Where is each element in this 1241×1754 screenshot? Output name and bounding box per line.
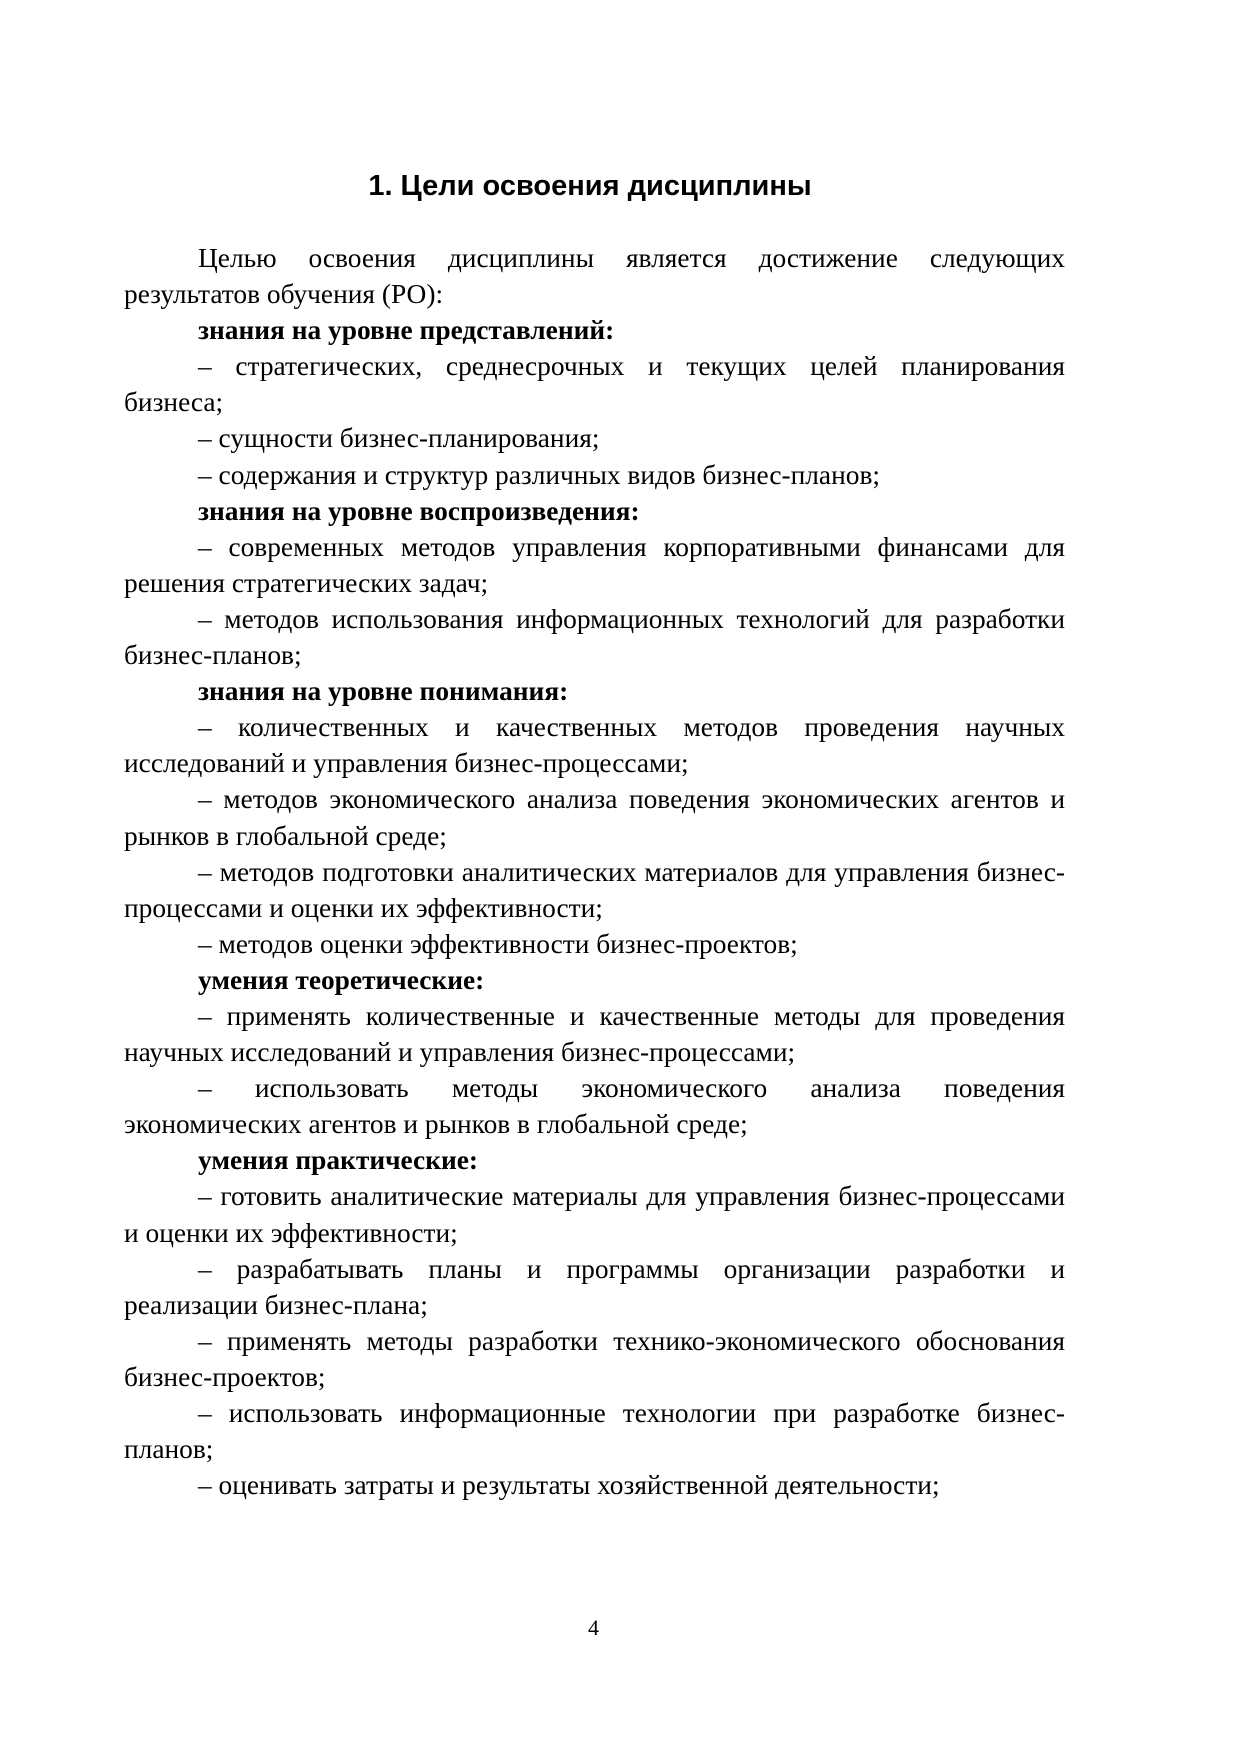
subheading-skills-practical: умения практические: xyxy=(198,1145,479,1176)
list-item: – методов использования информационных технологий для разработки бизнес-планов; xyxy=(124,603,1065,671)
subheading-skills-theoretical: умения теоретические: xyxy=(198,964,485,995)
list-item: – использовать информационные технологии при разработке бизнес-планов; xyxy=(124,1398,1065,1465)
list-item: – стратегических, среднесрочных и текущих целей планирования бизнеса; xyxy=(124,351,1065,418)
list-item: – сущности бизнес-планирования; xyxy=(198,423,600,454)
subheading-knowledge-reproduction: знания на уровне воспроизведения: xyxy=(198,495,640,526)
list-item: – количественных и качественных методов проведения научных исследований и управления бизнес-процессами; xyxy=(124,712,1065,779)
subheading-knowledge-understanding: знания на уровне понимания: xyxy=(198,676,569,707)
list-item: – применять методы разработки технико-экономического обоснования бизнес-проектов; xyxy=(124,1325,1065,1392)
list-item: – содержания и структур различных видов бизнес-планов; xyxy=(198,459,880,490)
page-number: 4 xyxy=(588,1615,599,1640)
list-item: – разрабатывать планы и программы организации разработки и реализации бизнес-плана; xyxy=(124,1253,1065,1320)
list-item: – методов оценки эффективности бизнес-проектов; xyxy=(198,928,798,959)
list-item: – применять количественные и качественные методы для проведения научных исследований и управления бизнес-процессами; xyxy=(124,1000,1065,1068)
intro-paragraph: Целью освоения дисциплины является достижение следующих результатов обучения (РО): xyxy=(124,243,1065,310)
subheading-knowledge-representation: знания на уровне представлений: xyxy=(198,315,615,346)
list-item: – методов подготовки аналитических материалов для управления бизнес-процессами и оценки их эффективности; xyxy=(124,856,1065,923)
document-body xyxy=(124,240,1065,1503)
list-item: – готовить аналитические материалы для управления бизнес-процессами и оценки их эффективности; xyxy=(124,1181,1065,1248)
list-item: – оценивать затраты и результаты хозяйственной деятельности; xyxy=(198,1470,940,1501)
section-title: 1. Цели освоения дисциплины xyxy=(368,170,812,202)
list-item: – современных методов управления корпоративными финансами для решения стратегических задач; xyxy=(124,531,1065,598)
list-item: – использовать методы экономического анализа поведения экономических агентов и рынков в глобальной среде; xyxy=(124,1073,1065,1140)
list-item: – методов экономического анализа поведения экономических агентов и рынков в глобальной среде; xyxy=(124,784,1065,851)
